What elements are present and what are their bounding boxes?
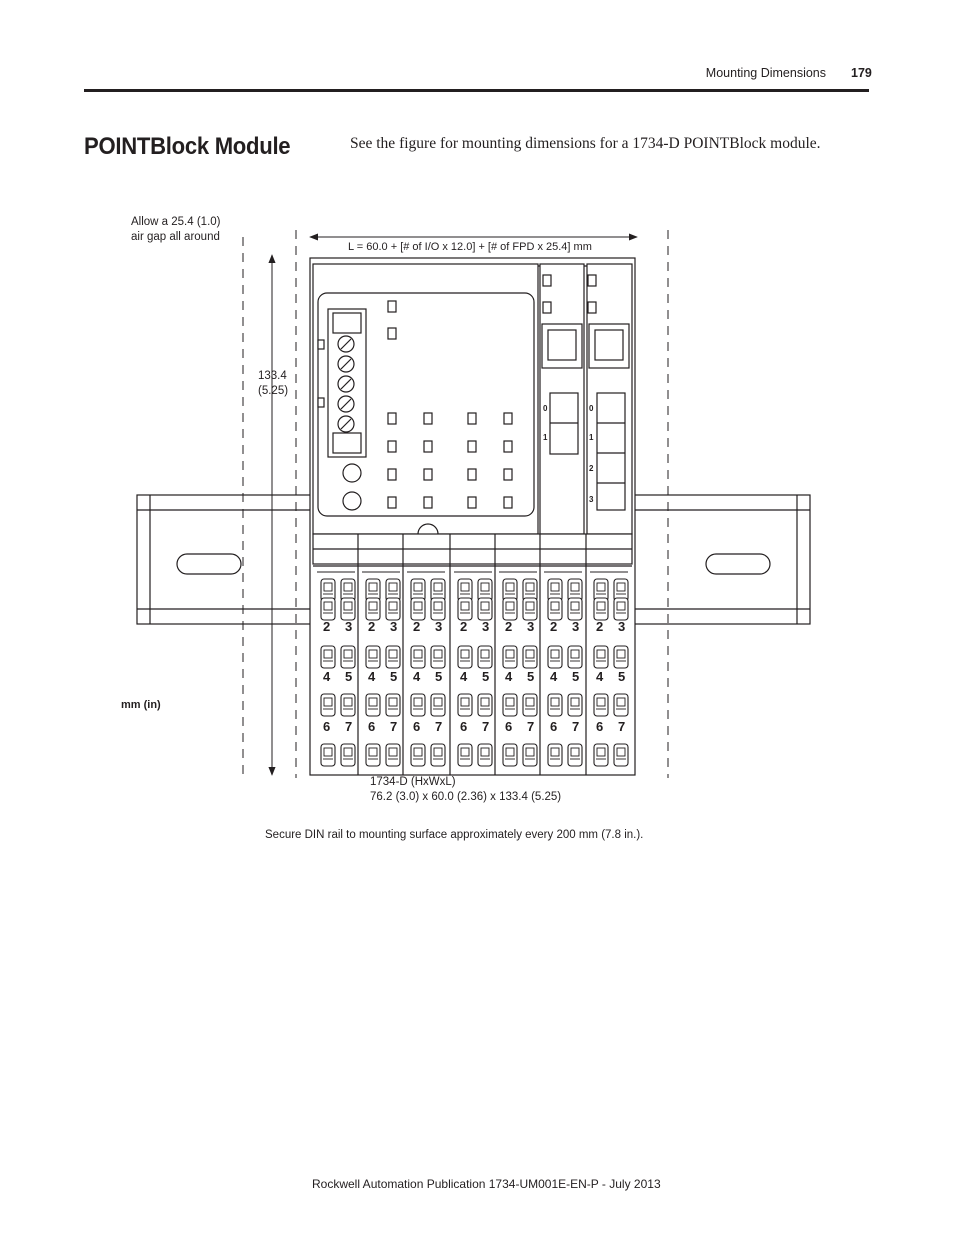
terminal-number: 5 — [390, 669, 398, 684]
terminal-number: 5 — [527, 669, 535, 684]
terminal-number: 3 — [527, 619, 535, 634]
terminal-number: 3 — [345, 619, 353, 634]
terminal-number: 7 — [390, 719, 398, 734]
terminal-number: 4 — [596, 669, 604, 684]
terminal-number: 4 — [505, 669, 513, 684]
terminal-number: 2 — [413, 619, 421, 634]
terminal-number: 3 — [390, 619, 398, 634]
connector-screws — [338, 336, 354, 432]
terminal-number: 6 — [505, 719, 513, 734]
terminal-number: 6 — [368, 719, 376, 734]
terminal-number: 7 — [482, 719, 490, 734]
terminal-number: 2 — [323, 619, 331, 634]
led-number: 2 — [589, 464, 594, 473]
header-section-title: Mounting Dimensions — [705, 66, 826, 80]
terminal-number: 2 — [505, 619, 513, 634]
terminal-number: 4 — [368, 669, 376, 684]
terminal-number: 4 — [550, 669, 558, 684]
terminal-number: 5 — [618, 669, 626, 684]
terminal-number: 3 — [435, 619, 443, 634]
terminal-number: 6 — [413, 719, 421, 734]
terminal-number: 7 — [618, 719, 626, 734]
model-line-1: 1734-D (HxWxL) — [370, 776, 456, 788]
terminal-number: 6 — [596, 719, 604, 734]
terminal-number: 6 — [323, 719, 331, 734]
indicator-round-1 — [343, 464, 361, 482]
terminal-number: 6 — [550, 719, 558, 734]
terminal-number: 5 — [435, 669, 443, 684]
indicator-round-2 — [343, 492, 361, 510]
model-dimensions-label — [370, 775, 561, 805]
terminal-number: 4 — [460, 669, 468, 684]
rail-slot-left — [177, 554, 241, 574]
terminal-number: 2 — [596, 619, 604, 634]
page-title: POINTBlock Module — [84, 133, 291, 160]
air-gap-line-2: air gap all around — [131, 231, 220, 243]
terminal-number: 4 — [323, 669, 331, 684]
terminal-number: 4 — [413, 669, 421, 684]
terminal-number: 7 — [572, 719, 580, 734]
terminal-number: 3 — [618, 619, 626, 634]
publication-footer: Rockwell Automation Publication 1734-UM001E-EN-P - July 2013 — [312, 1177, 661, 1191]
air-gap-label — [131, 215, 221, 245]
terminal-number: 5 — [572, 669, 580, 684]
led-number: 3 — [589, 495, 594, 504]
terminal-number: 6 — [460, 719, 468, 734]
led-number: 1 — [543, 433, 548, 442]
units-label: mm (in) — [121, 699, 161, 711]
terminal-number: 5 — [482, 669, 490, 684]
led-number: 1 — [589, 433, 594, 442]
intro-text: See the figure for mounting dimensions for a 1734-D POINTBlock module. — [350, 135, 821, 152]
air-gap-line-1: Allow a 25.4 (1.0) — [131, 216, 221, 228]
model-line-2: 76.2 (3.0) x 60.0 (2.36) x 133.4 (5.25) — [370, 791, 562, 803]
terminal-number: 5 — [345, 669, 353, 684]
led-number: 0 — [589, 404, 594, 413]
rail-slot-right — [706, 554, 770, 574]
height-inches: (5.25) — [258, 385, 289, 397]
led-number: 0 — [543, 404, 548, 413]
terminal-number: 3 — [482, 619, 490, 634]
terminal-number: 2 — [368, 619, 376, 634]
height-label — [258, 369, 288, 399]
din-rail-note: Secure DIN rail to mounting surface approximately every 200 mm (7.8 in.). — [265, 829, 644, 841]
height-value: 133.4 — [258, 370, 287, 382]
length-formula-label: L = 60.0 + [# of I/O x 12.0] + [# of FPD x 25.4] mm — [348, 241, 592, 253]
terminal-number: 7 — [527, 719, 535, 734]
terminal-number: 3 — [572, 619, 580, 634]
page-number: 179 — [851, 66, 872, 80]
terminal-number: 7 — [435, 719, 443, 734]
terminal-number: 2 — [550, 619, 558, 634]
terminal-number: 7 — [345, 719, 353, 734]
terminal-number: 2 — [460, 619, 468, 634]
